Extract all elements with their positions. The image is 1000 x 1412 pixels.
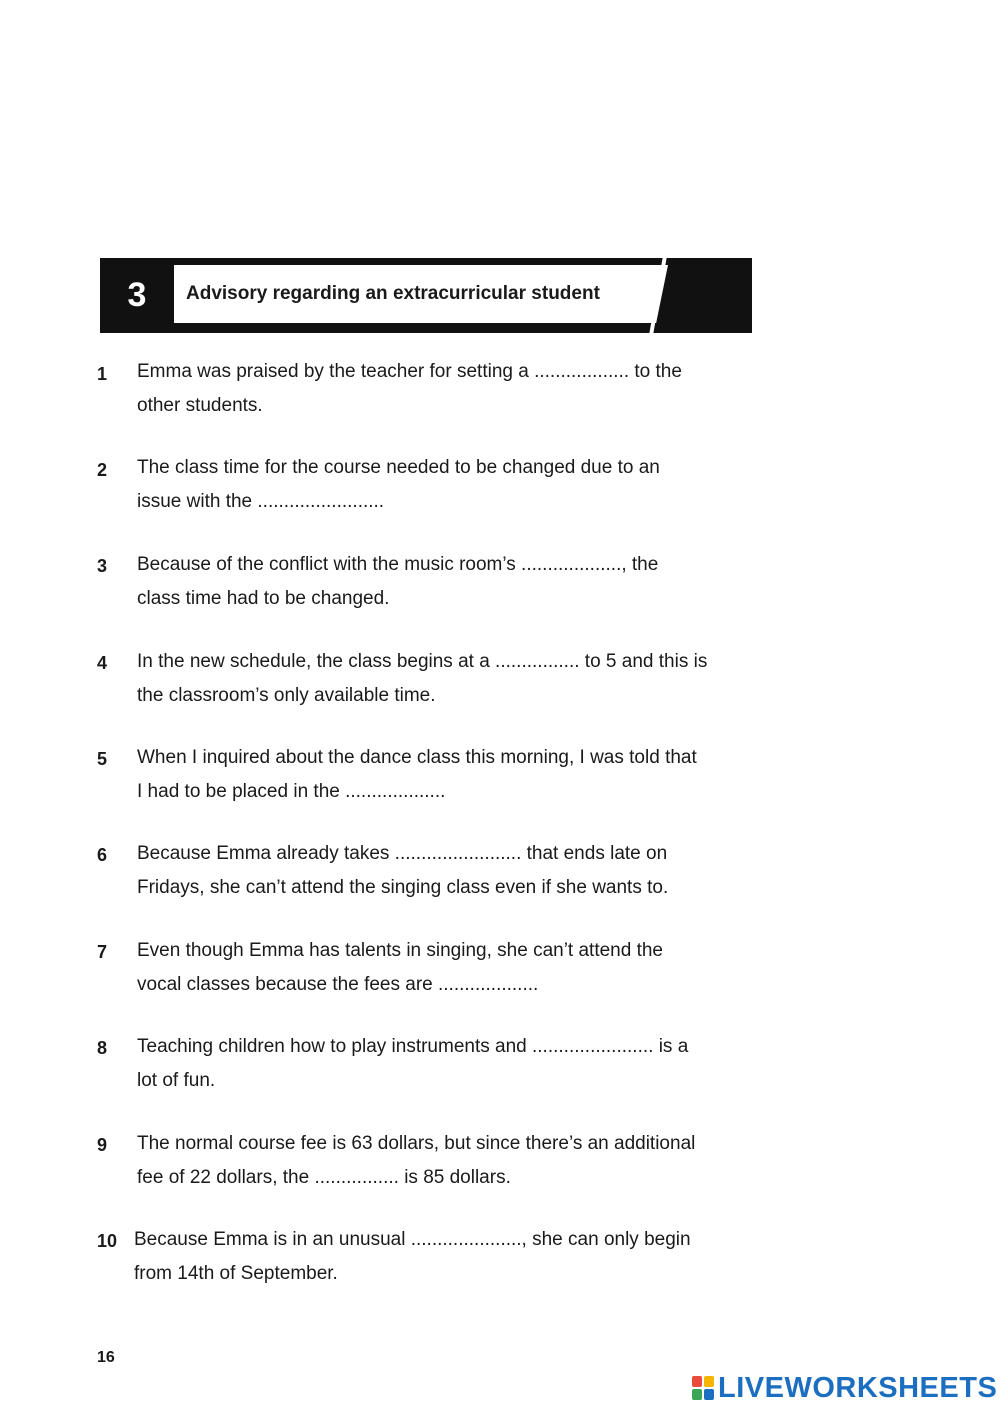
question-line: I had to be placed in the ...................	[137, 781, 446, 802]
question-2	[137, 451, 757, 519]
page-number: 16	[97, 1349, 115, 1366]
question-line: Even though Emma has talents in singing, she can’t attend the	[137, 940, 663, 961]
brand-name: LIVEWORKSHEETS	[718, 1371, 998, 1404]
question-number: 4	[97, 653, 108, 673]
question-line: vocal classes because the fees are ...................	[137, 974, 539, 995]
question-1	[137, 355, 757, 423]
question-line: Fridays, she can’t attend the singing class even if she wants to.	[137, 877, 669, 898]
liveworksheets-icon	[692, 1376, 714, 1400]
question-number: 10	[97, 1231, 118, 1251]
question-number: 2	[97, 460, 108, 480]
section-number: 3	[127, 276, 147, 314]
question-line: Because Emma already takes ........................ that ends late on	[137, 843, 668, 864]
question-7	[137, 934, 757, 1002]
question-line: Emma was praised by the teacher for setting a .................. to the	[137, 361, 682, 382]
section-title: Advisory regarding an extracurricular student	[186, 283, 600, 304]
question-line: Because of the conflict with the music room’s ..................., the	[137, 554, 659, 575]
question-line: class time had to be changed.	[137, 588, 390, 609]
question-line: fee of 22 dollars, the ................ is 85 dollars.	[137, 1167, 511, 1188]
question-5	[137, 741, 757, 809]
question-line: other students.	[137, 395, 263, 416]
question-number: 5	[97, 749, 108, 769]
question-4	[137, 645, 757, 713]
question-line: The normal course fee is 63 dollars, but since there’s an additional	[137, 1133, 696, 1154]
question-line: Teaching children how to play instruments and ....................... is a	[137, 1036, 689, 1057]
question-line: issue with the ........................	[137, 491, 385, 512]
question-number: 9	[97, 1135, 108, 1155]
brand-logo[interactable]	[692, 1371, 997, 1405]
question-9	[137, 1127, 757, 1195]
question-number: 1	[97, 364, 108, 384]
question-line: the classroom’s only available time.	[137, 685, 436, 706]
question-number: 6	[97, 845, 108, 865]
question-number: 3	[97, 556, 108, 576]
question-10	[134, 1223, 754, 1291]
question-line: When I inquired about the dance class this morning, I was told that	[137, 747, 697, 768]
question-line: In the new schedule, the class begins at a ................ to 5 and this is	[137, 651, 708, 672]
question-number: 8	[97, 1038, 108, 1058]
question-line: lot of fun.	[137, 1070, 216, 1091]
question-line: from 14th of September.	[134, 1263, 338, 1284]
question-3	[137, 548, 757, 616]
question-line: Because Emma is in an unusual ....................., she can only begin	[134, 1229, 691, 1250]
question-line: The class time for the course needed to be changed due to an	[137, 457, 660, 478]
question-8	[137, 1030, 757, 1098]
question-6	[137, 837, 757, 905]
question-number: 7	[97, 942, 108, 962]
